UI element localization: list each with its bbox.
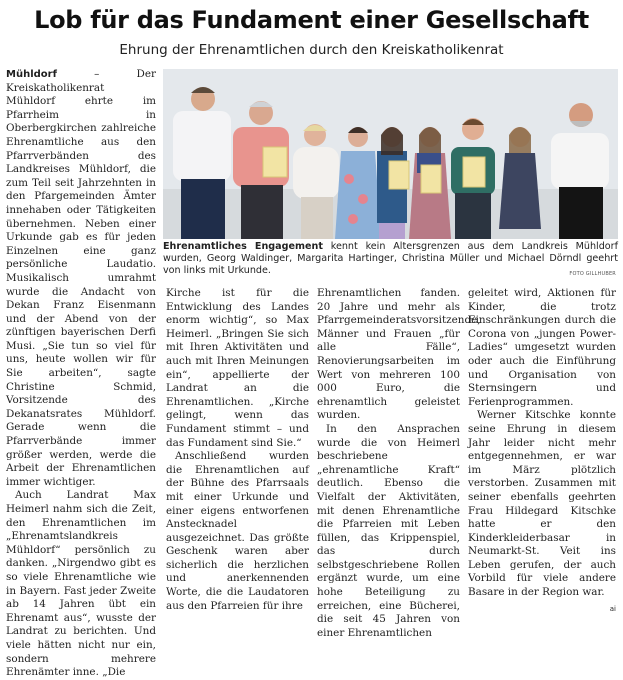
dateline: Mühldorf [6, 69, 57, 80]
paragraph: Anschließend wurden die Ehrenamtlichen auf der Bühne des Pfarrsaals mit einer Urkunde und einer eigens entworfenen Anstecknadel ausgezeichnet. Das größte Geschenk waren aber sicherlich die herzlichen und anerkennenden Worte, die die Laudatoren aus den Pfarreien für ihre [166, 450, 309, 612]
paragraph: Ehrenamtlichen fanden. 20 Jahre und mehr als Pfarrgemeinderatsvorsitzende, Männer und Frauen „für alle Fälle“, Renovierungsarbeiten im Wert von mehreren 100 000 Euro, die ehrenamtlich geleistet wurden. [317, 287, 481, 422]
paragraph: Werner Kitschke konnte seine Ehrung in diesem Jahr leider nicht mehr entgegennehmen, er war im März plötzlich verstorben. Zusammen mit seiner ebenfalls geehrten Frau Hildegard Kitschke hatte er den Kinderkleiderbasar in Neumarkt-St. Veit ins Leben gerufen, der auch Vorbild für viele andere Basare in der Region war. ai [468, 409, 616, 599]
article-column-3 [317, 287, 481, 640]
group-photo [163, 69, 618, 239]
article-headline: Lob für das Fundament einer Gesellschaft [34, 6, 589, 34]
paragraph: geleitet wird, Aktionen für Kinder, die trotz Einschränkungen durch die Corona von „jungen Power-Ladies“ umgesetzt wurden oder auch die Einführung und Organisation von Sternsingern und Ferienprogrammen. [468, 287, 616, 408]
caption-text: kennt kein Altersgrenzen aus dem Landkreis Mühldorf wurden, Georg Waldinger, Margarita Hartinger, Christina Müller und Michael Dörndl geehrt von links mit Urkunde. [163, 241, 618, 277]
paragraph: Mühldorf – Der Kreiskatholikenrat Mühldorf ehrte im Pfarrheim in Oberbergkirchen zahlreiche Ehrenamtliche aus den Pfarrverbänden des Landkreises Mühldorf, die zum Teil seit Jahrzehnten in den Pfargemeinden Ämter innehaben oder Tätigkeiten übernehmen. Neben einer Urkunde gab es für jeden Einzelnen eine ganz persönliche Laudatio. Musikalisch umrahmt wurde die Andacht von Dekan Franz Eisenmann und der Abend von der zünftigen bayerischen Derfi Musi. „Sie tun so viel für uns, heute wollen wir für Sie arbeiten“, sagte Christine Schmid, Vorsitzende des Dekanatsrates Mühldorf. Gerade wenn die Pfarrverbände immer größer werden, werde die Arbeit der Ehrenamtlichen immer wichtiger. [6, 68, 156, 488]
paragraph: In den Ansprachen wurde die von Heimerl beschriebene „ehrenamtliche Kraft“ deutlich. Ebenso die Vielfalt der Aktivitäten, mit denen Ehrenamtliche die Pfarreien mit Leben füllen, das Krippenspiel, das durch selbstgeschriebene Rollen ergänzt wurde, um eine hohe Beteiligung zu erreichen, eine Bücherei, die seit 45 Jahren von einer Ehrenamtlichen [317, 422, 460, 639]
paragraph: Kirche ist für die Entwicklung des Landes enorm wichtig“, so Max Heimerl. „Bringen Sie sich mit Ihren Aktivitäten und auch mit Ihren Meinungen ein“, appellierte der Landrat an die Ehrenamtlichen. „Kirche gelingt, wenn das Fundament stimmt – und das Fundament sind Sie.“ [166, 287, 309, 449]
photo-caption [163, 241, 618, 278]
article-photo [163, 69, 618, 239]
article-column-4 [468, 287, 616, 616]
photo-credit: FOTO GILLHUBER [569, 271, 616, 277]
article-column-2 [166, 287, 309, 613]
article-subheadline: Ehrung der Ehrenamtlichen durch den Kreiskatholikenrat [119, 42, 504, 58]
author-signoff: ai [609, 604, 616, 613]
paragraph: Auch Landrat Max Heimerl nahm sich die Zeit, den Ehrenamtlichen im „Ehrenamtslandkreis Mühldorf“ persönlich zu danken. „Nirgendwo gibt es so viele Ehrenamtliche wie in Bayern. Fast jeder Zweite ab 14 Jahren übt ein Ehrenamt aus“, wusste der Landrat zu berichten. Und viele hätten nicht nur ein, sondern mehrere Ehrenämter inne. „Die [6, 489, 156, 679]
caption-lead: Ehrenamtliches Engagement [163, 241, 323, 252]
article-column-1 [6, 68, 156, 680]
